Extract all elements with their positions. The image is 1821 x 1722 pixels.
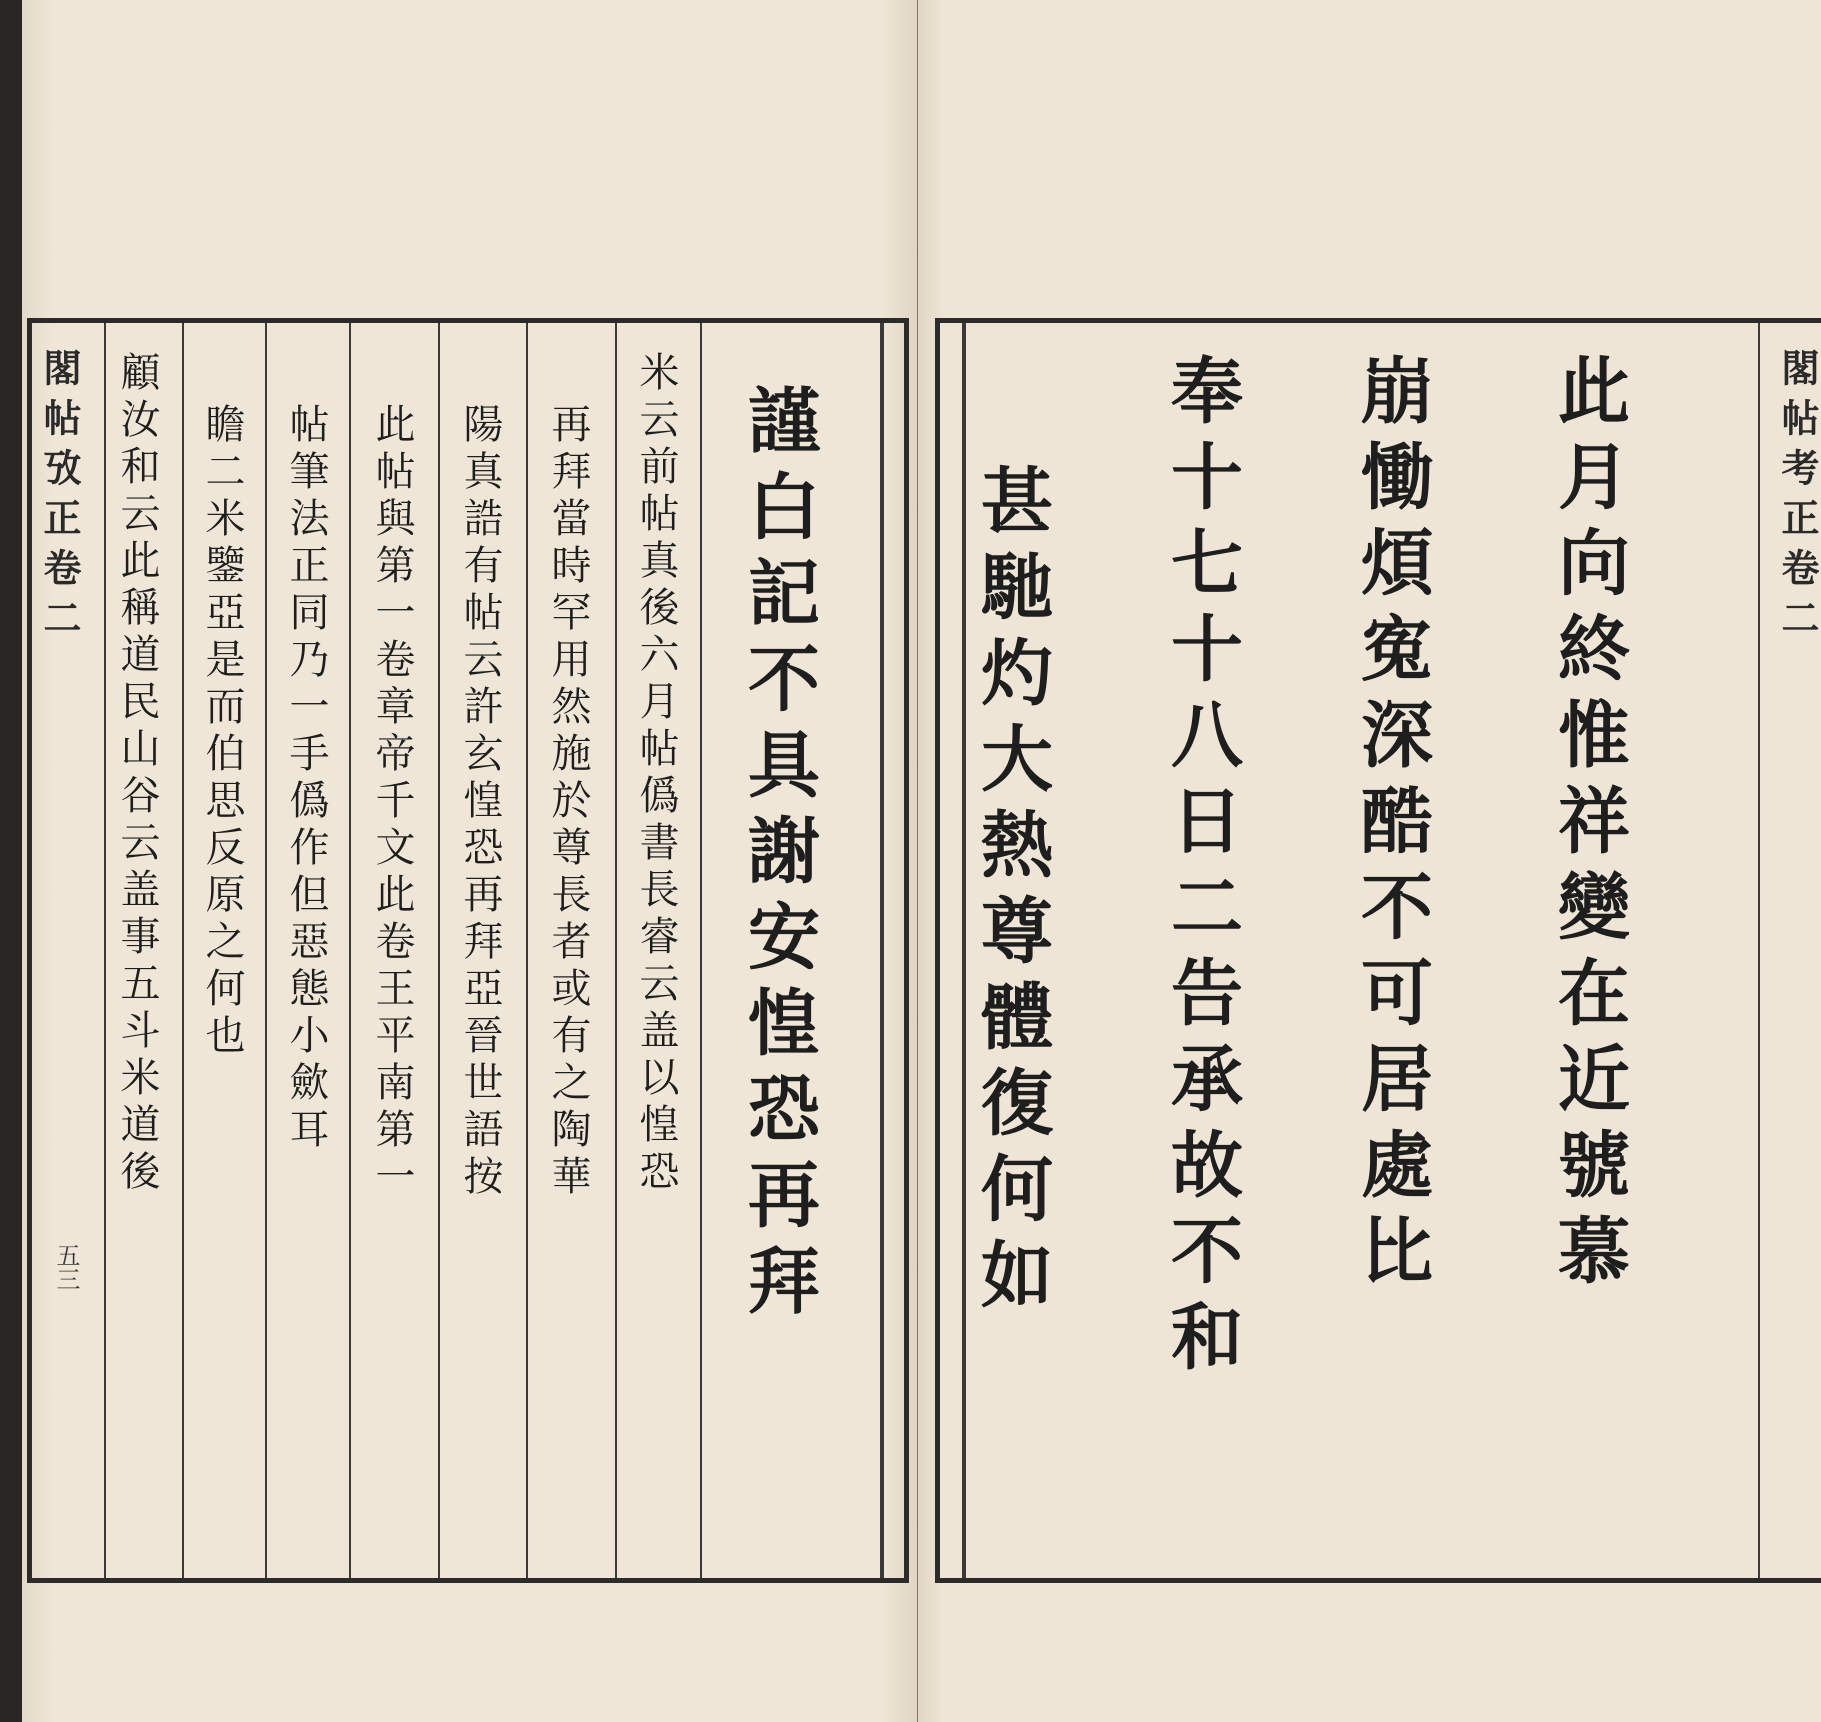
right-page-frame	[935, 318, 1821, 1583]
main-text-column-4: 甚馳灼大熱尊體復何如	[969, 463, 1054, 1323]
left-page	[22, 0, 917, 1722]
commentary-column-2: 再拜當時罕用然施於尊長者或有之陶華	[545, 403, 591, 1202]
left-page-frame	[27, 318, 909, 1583]
commentary-column-6: 瞻二米鑒亞是而伯思反原之何也	[199, 403, 245, 1061]
right-page	[918, 0, 1821, 1722]
commentary-column-3: 陽真誥有帖云許玄惶恐再拜亞晉世語按	[457, 403, 503, 1202]
main-text-column-left: 謹白記不具謝安惶恐再拜	[736, 383, 821, 1329]
main-text-column-2: 崩慟煩寃深酷不可居處比	[1349, 353, 1434, 1299]
main-text-column-1: 此月向終惟祥變在近號慕	[1546, 353, 1631, 1299]
left-margin-title: 閣帖攷正卷二	[37, 348, 82, 648]
commentary-column-1: 米云前帖真後六月帖僞書長睿云盖以惶恐	[633, 351, 679, 1197]
left-page-number: 五三	[52, 1243, 80, 1291]
right-margin-title: 閣帖考正卷二	[1775, 348, 1820, 648]
commentary-column-7: 顧汝和云此稱道民山谷云盖事五斗米道後	[114, 351, 160, 1197]
commentary-column-5: 帖筆法正同乃一手僞作但惡態小歛耳	[283, 403, 329, 1155]
main-text-column-3: 奉十七十八日二告承故不和	[1159, 353, 1244, 1385]
commentary-column-4: 此帖與第一卷章帝千文此卷王平南第一	[369, 403, 415, 1202]
